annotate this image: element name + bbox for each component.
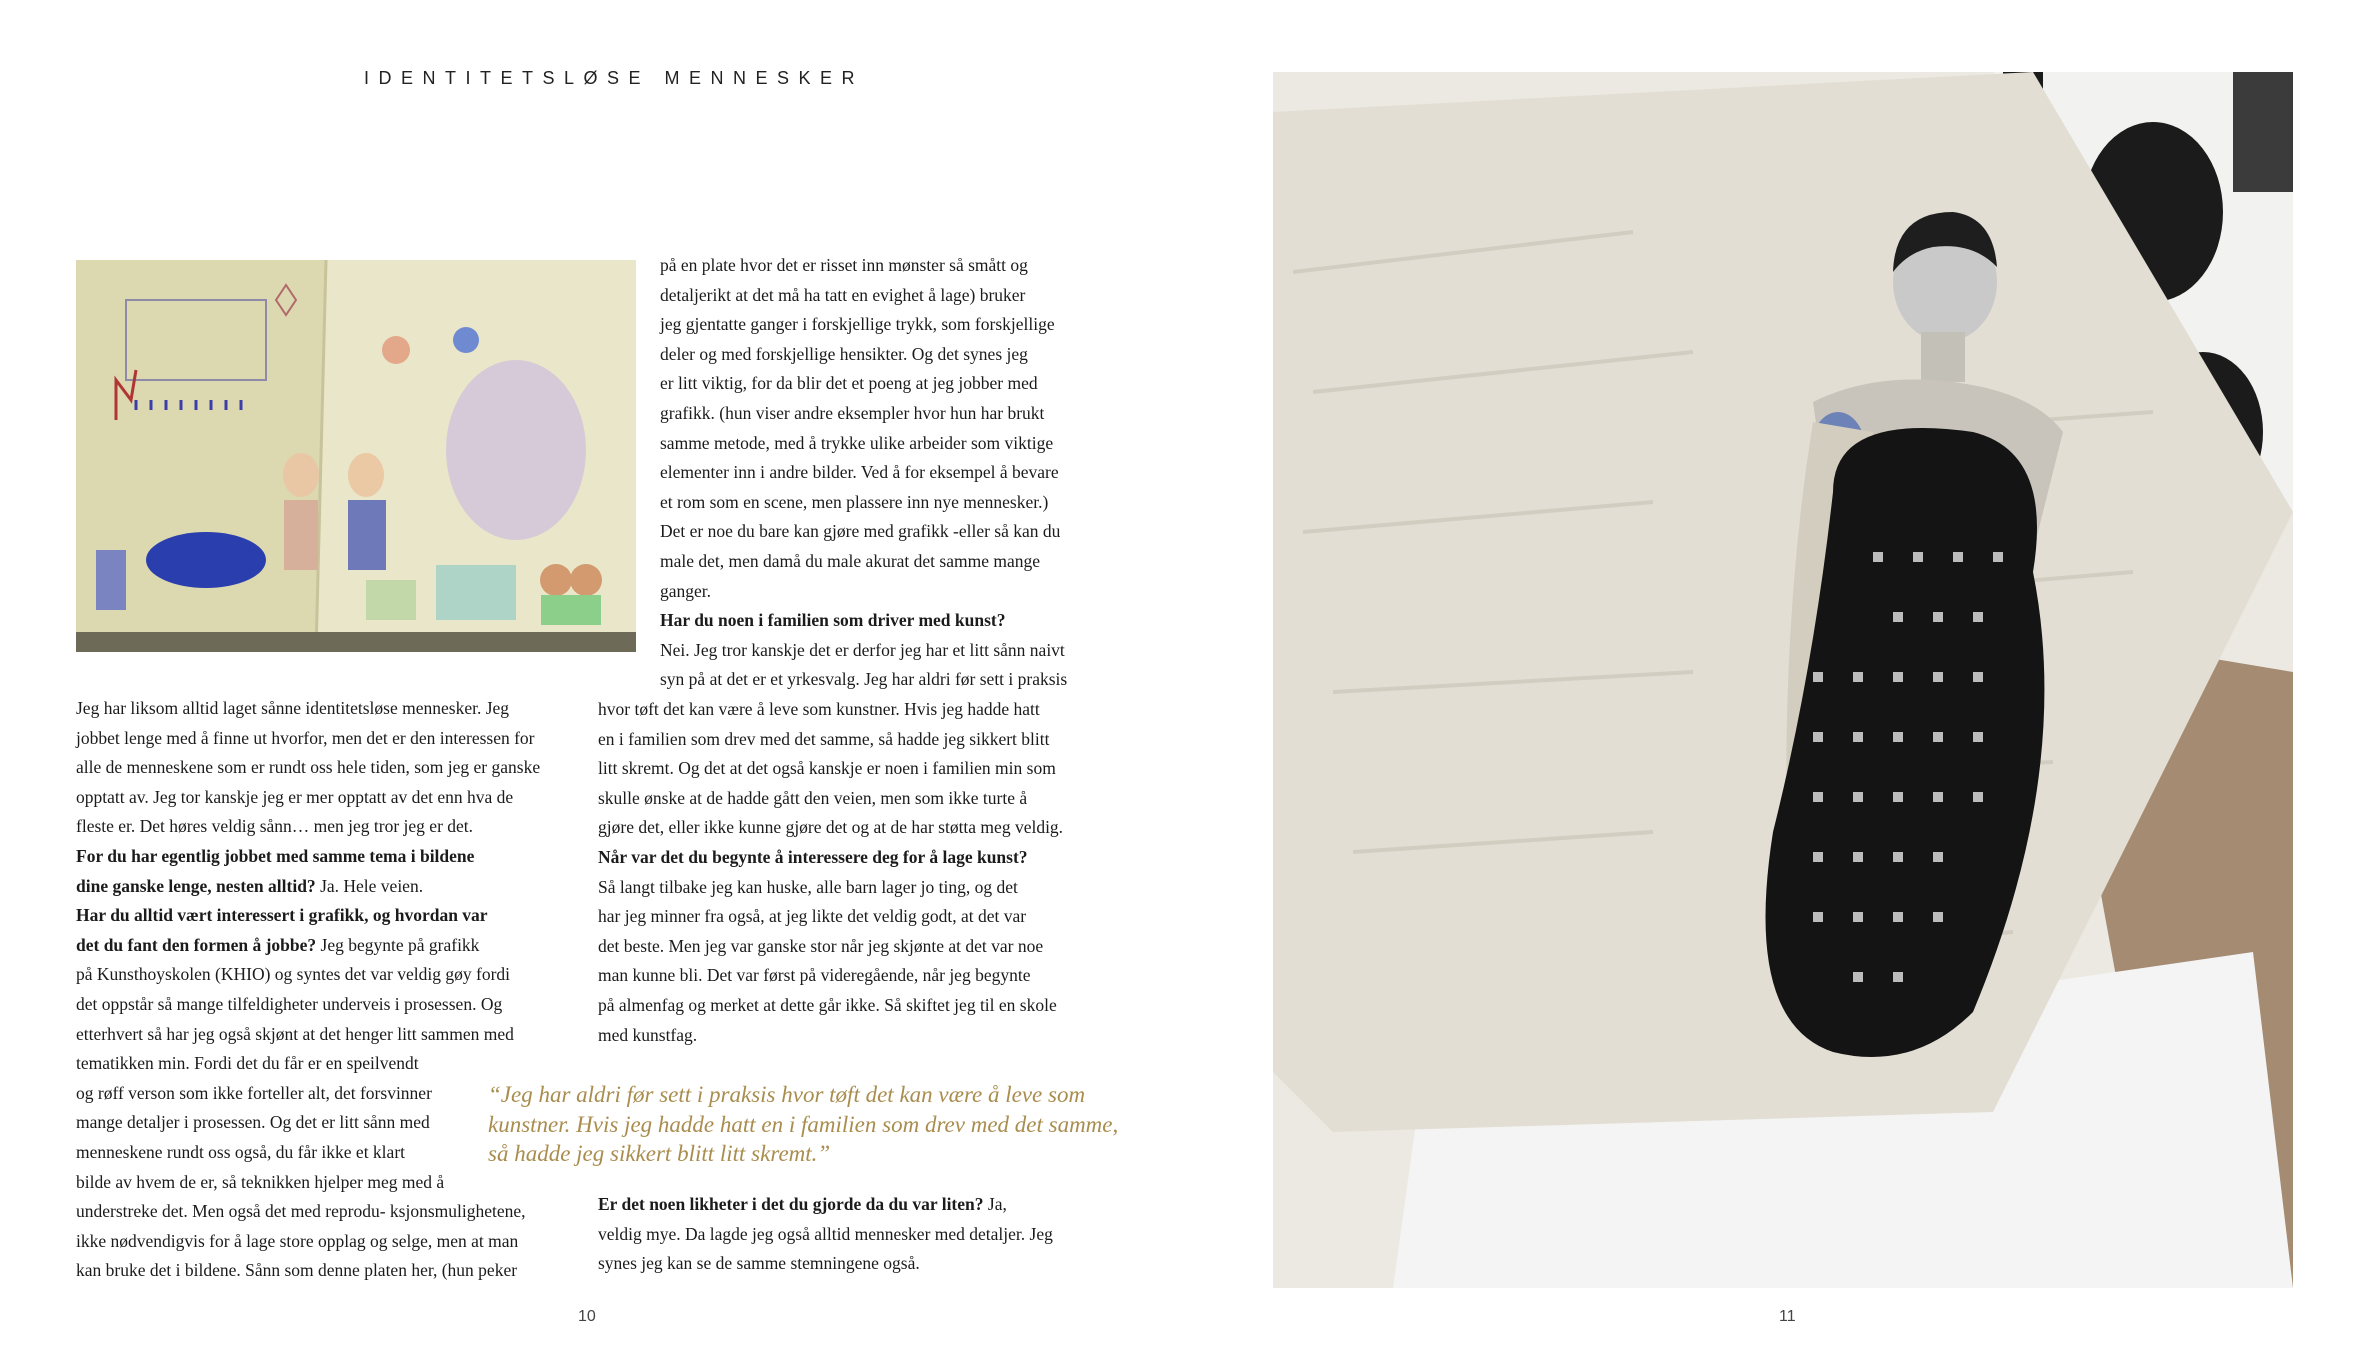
text-line: grafikk. (hun viser andre eksempler hvor hun har brukt <box>660 402 1045 423</box>
text-line: fleste er. Det høres veldig sånn… men jeg tror jeg er det. <box>76 816 474 837</box>
text-line: litt skremt. Og det at det også kanskje er noen i familien min som <box>598 758 1056 779</box>
text-line: veldig mye. Da lagde jeg også alltid mennesker med detaljer. Jeg <box>598 1223 1053 1244</box>
text-line: et rom som en scene, men plassere inn nye mennesker.) <box>660 491 1049 512</box>
question-text: det du fant den formen å jobbe? <box>76 934 317 955</box>
question-text: Har du noen i familien som driver med kunst? <box>660 610 1006 631</box>
text-line: Det er noe du bare kan gjøre med grafikk -eller så kan du <box>660 521 1061 542</box>
final-question-text <box>598 1190 1053 1279</box>
text-line: syn på at det er et yrkesvalg. Jeg har aldri før sett i praksis <box>660 669 1068 690</box>
text-line: på almenfag og merket at dette går ikke. Så skiftet jeg til en skole <box>598 994 1057 1015</box>
text-line: og røff verson som ikke forteller alt, det forsvinner <box>76 1082 432 1103</box>
text-line: Så langt tilbake jeg kan huske, alle barn lager jo ting, og det <box>598 876 1018 897</box>
text-line: er litt viktig, for da blir det et poeng at jeg jobber med <box>660 373 1038 394</box>
text-line: ikke nødvendigvis for å lage store opplag og selge, men at man <box>76 1230 519 1251</box>
right-column-text <box>660 251 1067 695</box>
child-drawing-photo <box>76 260 636 652</box>
pull-quote-line: så hadde jeg sikkert blitt litt skremt.” <box>488 1141 831 1166</box>
intro-text <box>76 694 540 1286</box>
text-line: tematikken min. Fordi det du får er en speilvendt <box>76 1053 419 1074</box>
pull-quote <box>488 1080 1118 1169</box>
pull-quote-line: “Jeg har aldri før sett i praksis hvor tøft det kan være å leve som <box>488 1082 1086 1107</box>
text-line: menneskene rundt oss også, du får ikke et klart <box>76 1141 406 1162</box>
answer-text: Ja, <box>983 1194 1007 1214</box>
text-line: detaljerikt at det må ha tatt en evighet å lage) bruker <box>660 284 1026 305</box>
text-line: på Kunsthoyskolen (KHIO) og syntes det var veldig gøy fordi <box>76 964 511 985</box>
text-line: mange detaljer i prosessen. Og det er litt sånn med <box>76 1112 430 1133</box>
text-line: Jeg har liksom alltid laget sånne identitetsløse mennesker. Jeg <box>76 698 510 718</box>
text-line: etterhvert så har jeg også skjønt at det henger litt sammen med <box>76 1023 514 1044</box>
pull-quote-line: kunstner. Hvis jeg hadde hatt en i familien som drev med det samme, <box>488 1111 1119 1137</box>
text-line: opptatt av. Jeg tor kanskje jeg er mer opptatt av det enn hva de <box>76 786 514 807</box>
text-line: understreke det. Men også det med reprodu- ksjonsmulighetene, <box>76 1201 526 1222</box>
text-line: på en plate hvor det er risset inn mønster så smått og <box>660 255 1028 275</box>
text-line: kan bruke det i bildene. Sånn som denne platen her, (hun peker <box>76 1260 518 1281</box>
text-line: hvor tøft det kan være å leve som kunstner. Hvis jeg hadde hatt <box>598 699 1040 719</box>
question-text: Er det noen likheter i det du gjorde da du var liten? <box>598 1194 984 1214</box>
text-line: en i familien som drev med det samme, så hadde jeg sikkert blitt <box>598 728 1050 749</box>
text-line: ganger. <box>660 580 712 601</box>
text-line: gjøre det, eller ikke kunne gjøre det og at de har støtta meg veldig. <box>598 817 1064 838</box>
text-line: male det, men damå du male akurat det samme mange <box>660 550 1040 571</box>
text-line: bilde av hvem de er, så teknikken hjelper meg med å <box>76 1171 445 1192</box>
answer-text: Ja. Hele veien. <box>315 875 424 896</box>
text-line: man kunne bli. Det var først på videregående, når jeg begynte <box>598 965 1031 986</box>
text-line: Nei. Jeg tror kanskje det er derfor jeg har et litt sånn naivt <box>660 639 1065 660</box>
text-line: jeg gjentatte ganger i forskjellige trykk, som forskjellige <box>660 314 1055 335</box>
text-line: det oppstår så mange tilfeldigheter underveis i prosessen. Og <box>76 993 503 1014</box>
page-number-left: 10 <box>578 1308 596 1325</box>
text-line: alle de menneskene som er rundt oss hele tiden, som jeg er ganske <box>76 757 541 778</box>
right-page <box>1181 0 2362 1358</box>
text-line: skulle ønske at de hadde gått den veien, men som ikke turte å <box>598 787 1028 808</box>
question-text: Når var det du begynte å interessere deg for å lage kunst? <box>598 846 1028 867</box>
text-line: elementer inn i andre bilder. Ved å for eksempel å bevare <box>660 462 1059 483</box>
answer-text: Jeg begynte på grafikk <box>316 934 480 955</box>
print-artwork-photo <box>1273 72 2293 1288</box>
text-line: med kunstfag. <box>598 1024 698 1045</box>
right-column-text-2 <box>598 695 1063 1050</box>
text-line: samme metode, med å trykke ulike arbeider som viktige <box>660 432 1054 453</box>
question-text: dine ganske lenge, nesten alltid? <box>76 875 316 896</box>
question-text: Har du alltid vært interessert i grafikk, og hvordan var <box>76 905 488 926</box>
text-line: har jeg minner fra også, at jeg likte det veldig godt, at det var <box>598 906 1027 927</box>
text-line: det beste. Men jeg var ganske stor når jeg skjønte at det var noe <box>598 935 1044 956</box>
text-line: jobbet lenge med å finne ut hvorfor, men det er den interessen for <box>76 727 535 748</box>
text-line: deler og med forskjellige hensikter. Og det synes jeg <box>660 343 1028 364</box>
question-text: For du har egentlig jobbet med samme tema i bildene <box>76 845 475 866</box>
running-header: IDENTITETSLØSE MENNESKER <box>364 68 865 88</box>
page-number-right: 11 <box>1779 1308 1796 1325</box>
text-line: synes jeg kan se de samme stemningene også. <box>598 1253 920 1274</box>
